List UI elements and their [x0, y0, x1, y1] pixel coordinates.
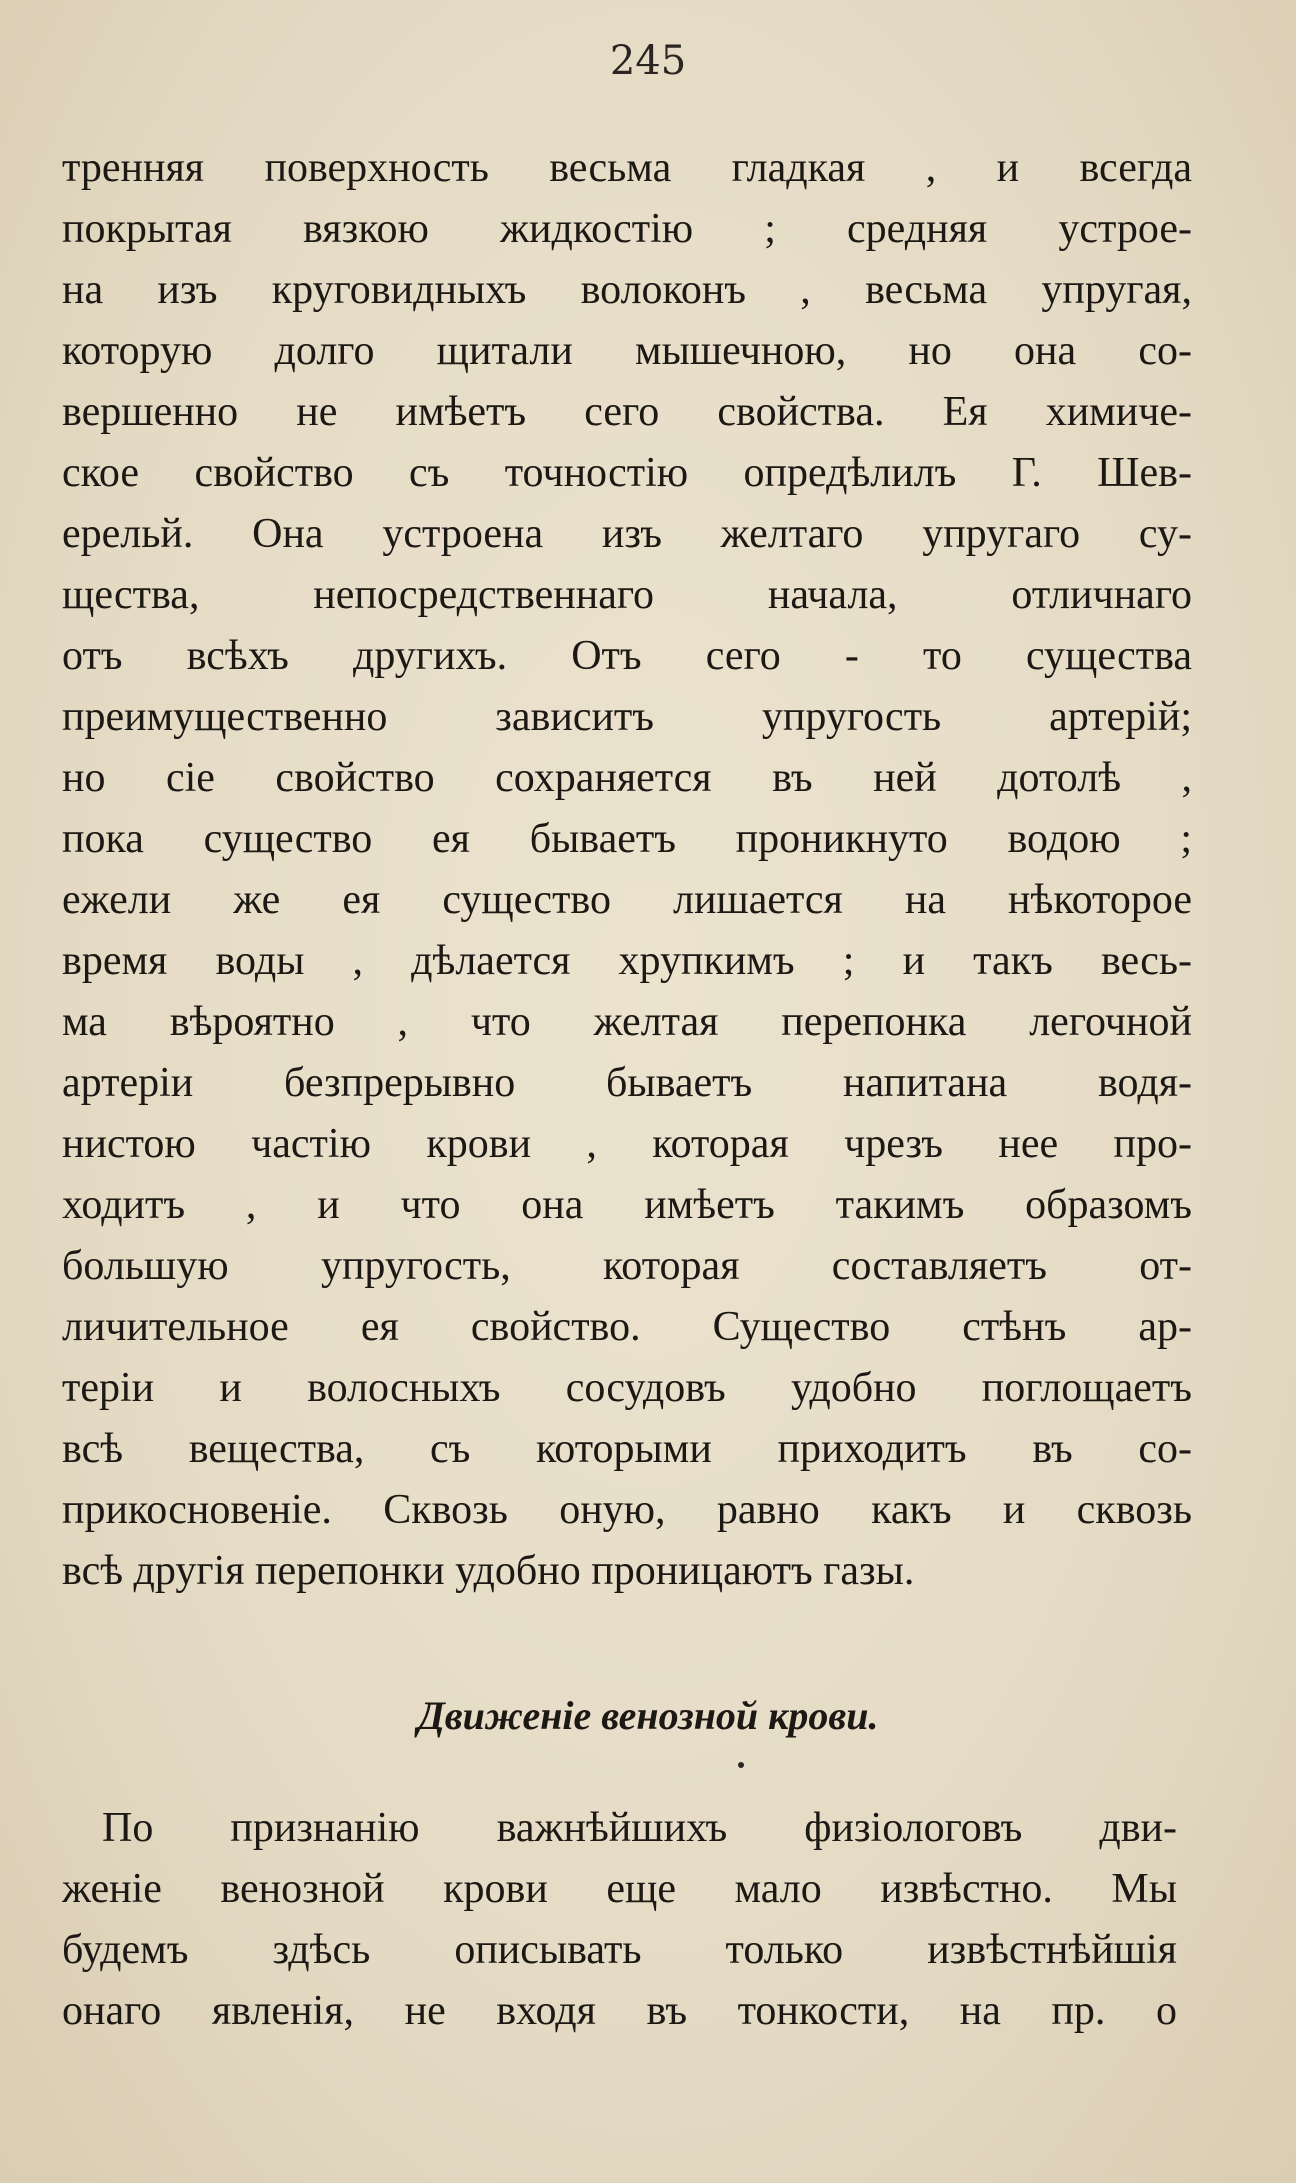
text-line: на изъ круговидныхъ волоконъ , весьма упругая,: [62, 267, 1192, 313]
text-line: покрытая вязкою жидкостію ; средняя устрое-: [62, 206, 1192, 252]
text-line: отъ всѣхъ другихъ. Отъ сего - то существа: [62, 633, 1192, 679]
paragraph-1: [62, 138, 1192, 1602]
ornament-dot: [738, 1762, 744, 1768]
text-line: всѣ другія перепонки удобно проницаютъ газы.: [62, 1548, 915, 1594]
text-line: преимущественно зависитъ упругость артерій;: [62, 694, 1192, 740]
text-line: время воды , дѣлается хрупкимъ ; и такъ весь-: [62, 938, 1192, 984]
paragraph-2: [62, 1798, 1177, 2042]
text-line: онаго явленія, не входя въ тонкости, на пр. о: [62, 1988, 1177, 2034]
text-line: прикосновеніе. Сквозь оную, равно какъ и сквозь: [62, 1487, 1192, 1533]
text-line: которую долго щитали мышечною, но она со-: [62, 328, 1192, 374]
text-line: будемъ здѣсь описывать только извѣстнѣйшія: [62, 1927, 1177, 1973]
text-line: женіе венозной крови еще мало извѣстно. Мы: [62, 1866, 1177, 1912]
text-line: По признанію важнѣйшихъ физіологовъ дви-: [102, 1805, 1177, 1851]
text-line: но сіе свойство сохраняется въ ней дотолѣ ,: [62, 755, 1192, 801]
text-line: тренняя поверхность весьма гладкая , и всегда: [62, 145, 1192, 191]
text-line: ежели же ея существо лишается на нѣкоторое: [62, 877, 1192, 923]
text-line: ма вѣроятно , что желтая перепонка легочной: [62, 999, 1192, 1045]
text-line: артеріи безпрерывно бываетъ напитана водя-: [62, 1060, 1192, 1106]
section-heading: Движеніе венозной крови.: [417, 1693, 879, 1738]
text-line: нистою частію крови , которая чрезъ нее про-: [62, 1121, 1192, 1167]
text-line: личительное ея свойство. Существо стѣнъ ар-: [62, 1304, 1192, 1350]
text-line: вершенно не имѣетъ сего свойства. Ея химиче-: [62, 389, 1192, 435]
text-line: ерельй. Она устроена изъ желтаго упругаго су-: [62, 511, 1192, 557]
text-line: ское свойство съ точностію опредѣлилъ Г. Шев-: [62, 450, 1192, 496]
text-line: теріи и волосныхъ сосудовъ удобно поглощаетъ: [62, 1365, 1192, 1411]
text-line: большую упругость, которая составляетъ от-: [62, 1243, 1192, 1289]
page-number: 245: [609, 38, 687, 84]
text-line: пока существо ея бываетъ проникнуто водою ;: [62, 816, 1192, 862]
text-line: ходитъ , и что она имѣетъ такимъ образомъ: [62, 1182, 1192, 1228]
text-line: щества, непосредственнаго начала, отличнаго: [62, 572, 1192, 618]
text-line: всѣ вещества, съ которыми приходитъ въ со-: [62, 1426, 1192, 1472]
